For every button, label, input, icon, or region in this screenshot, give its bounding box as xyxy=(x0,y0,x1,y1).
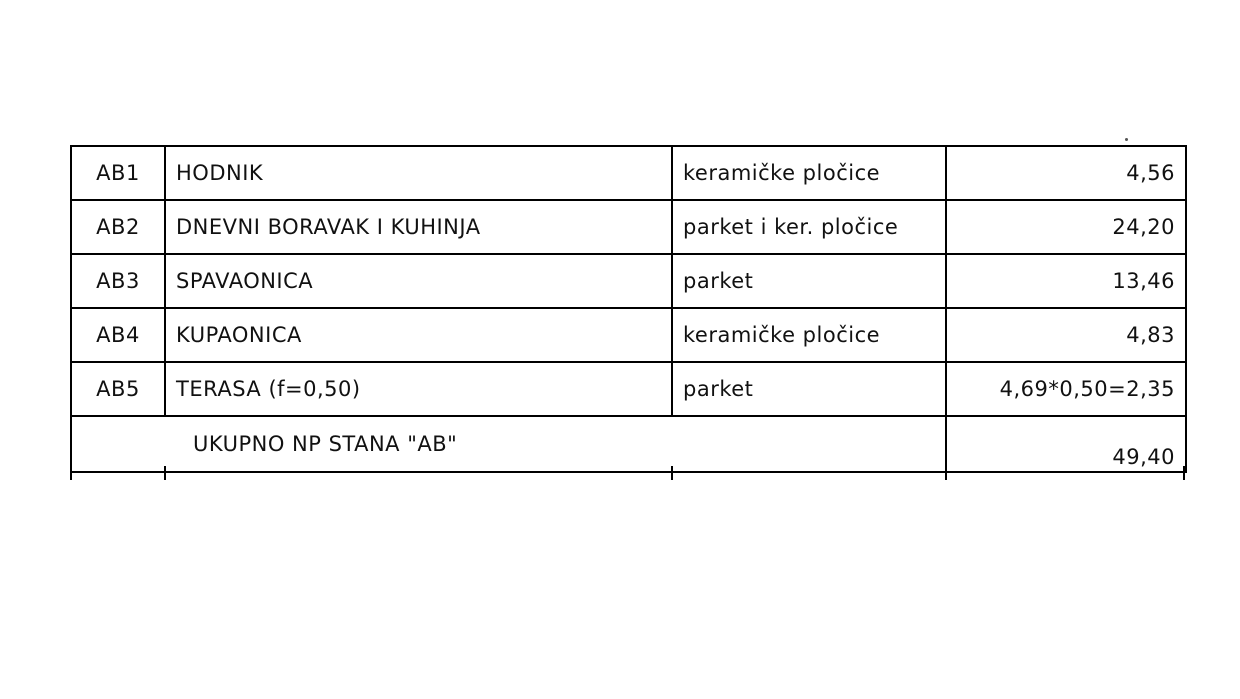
table-row xyxy=(71,308,1186,362)
total-code xyxy=(71,416,165,472)
room-material: parket xyxy=(672,362,946,416)
room-material: keramičke pločice xyxy=(672,146,946,200)
table-total-row xyxy=(71,416,1186,472)
table-row xyxy=(71,362,1186,416)
room-code: AB2 xyxy=(71,200,165,254)
area-table xyxy=(70,145,1187,473)
total-material xyxy=(672,416,946,472)
room-name: HODNIK xyxy=(165,146,672,200)
room-code: AB4 xyxy=(71,308,165,362)
total-area: 49,40 xyxy=(946,416,1186,472)
room-area: 4,69*0,50=2,35 xyxy=(946,362,1186,416)
area-table-container xyxy=(70,145,1185,473)
room-code: AB3 xyxy=(71,254,165,308)
room-material: parket xyxy=(672,254,946,308)
room-material: parket i ker. pločice xyxy=(672,200,946,254)
room-area: 24,20 xyxy=(946,200,1186,254)
room-code: AB1 xyxy=(71,146,165,200)
table-top-tick xyxy=(1125,138,1128,141)
room-name: KUPAONICA xyxy=(165,308,672,362)
room-name: TERASA (f=0,50) xyxy=(165,362,672,416)
table-row xyxy=(71,254,1186,308)
room-material: keramičke pločice xyxy=(672,308,946,362)
room-name: SPAVAONICA xyxy=(165,254,672,308)
room-code: AB5 xyxy=(71,362,165,416)
room-area: 13,46 xyxy=(946,254,1186,308)
table-bottom-stub xyxy=(70,466,1185,480)
table-row xyxy=(71,200,1186,254)
room-area: 4,83 xyxy=(946,308,1186,362)
table-row xyxy=(71,146,1186,200)
room-area: 4,56 xyxy=(946,146,1186,200)
room-name: DNEVNI BORAVAK I KUHINJA xyxy=(165,200,672,254)
total-label: UKUPNO NP STANA "AB" xyxy=(165,416,672,472)
